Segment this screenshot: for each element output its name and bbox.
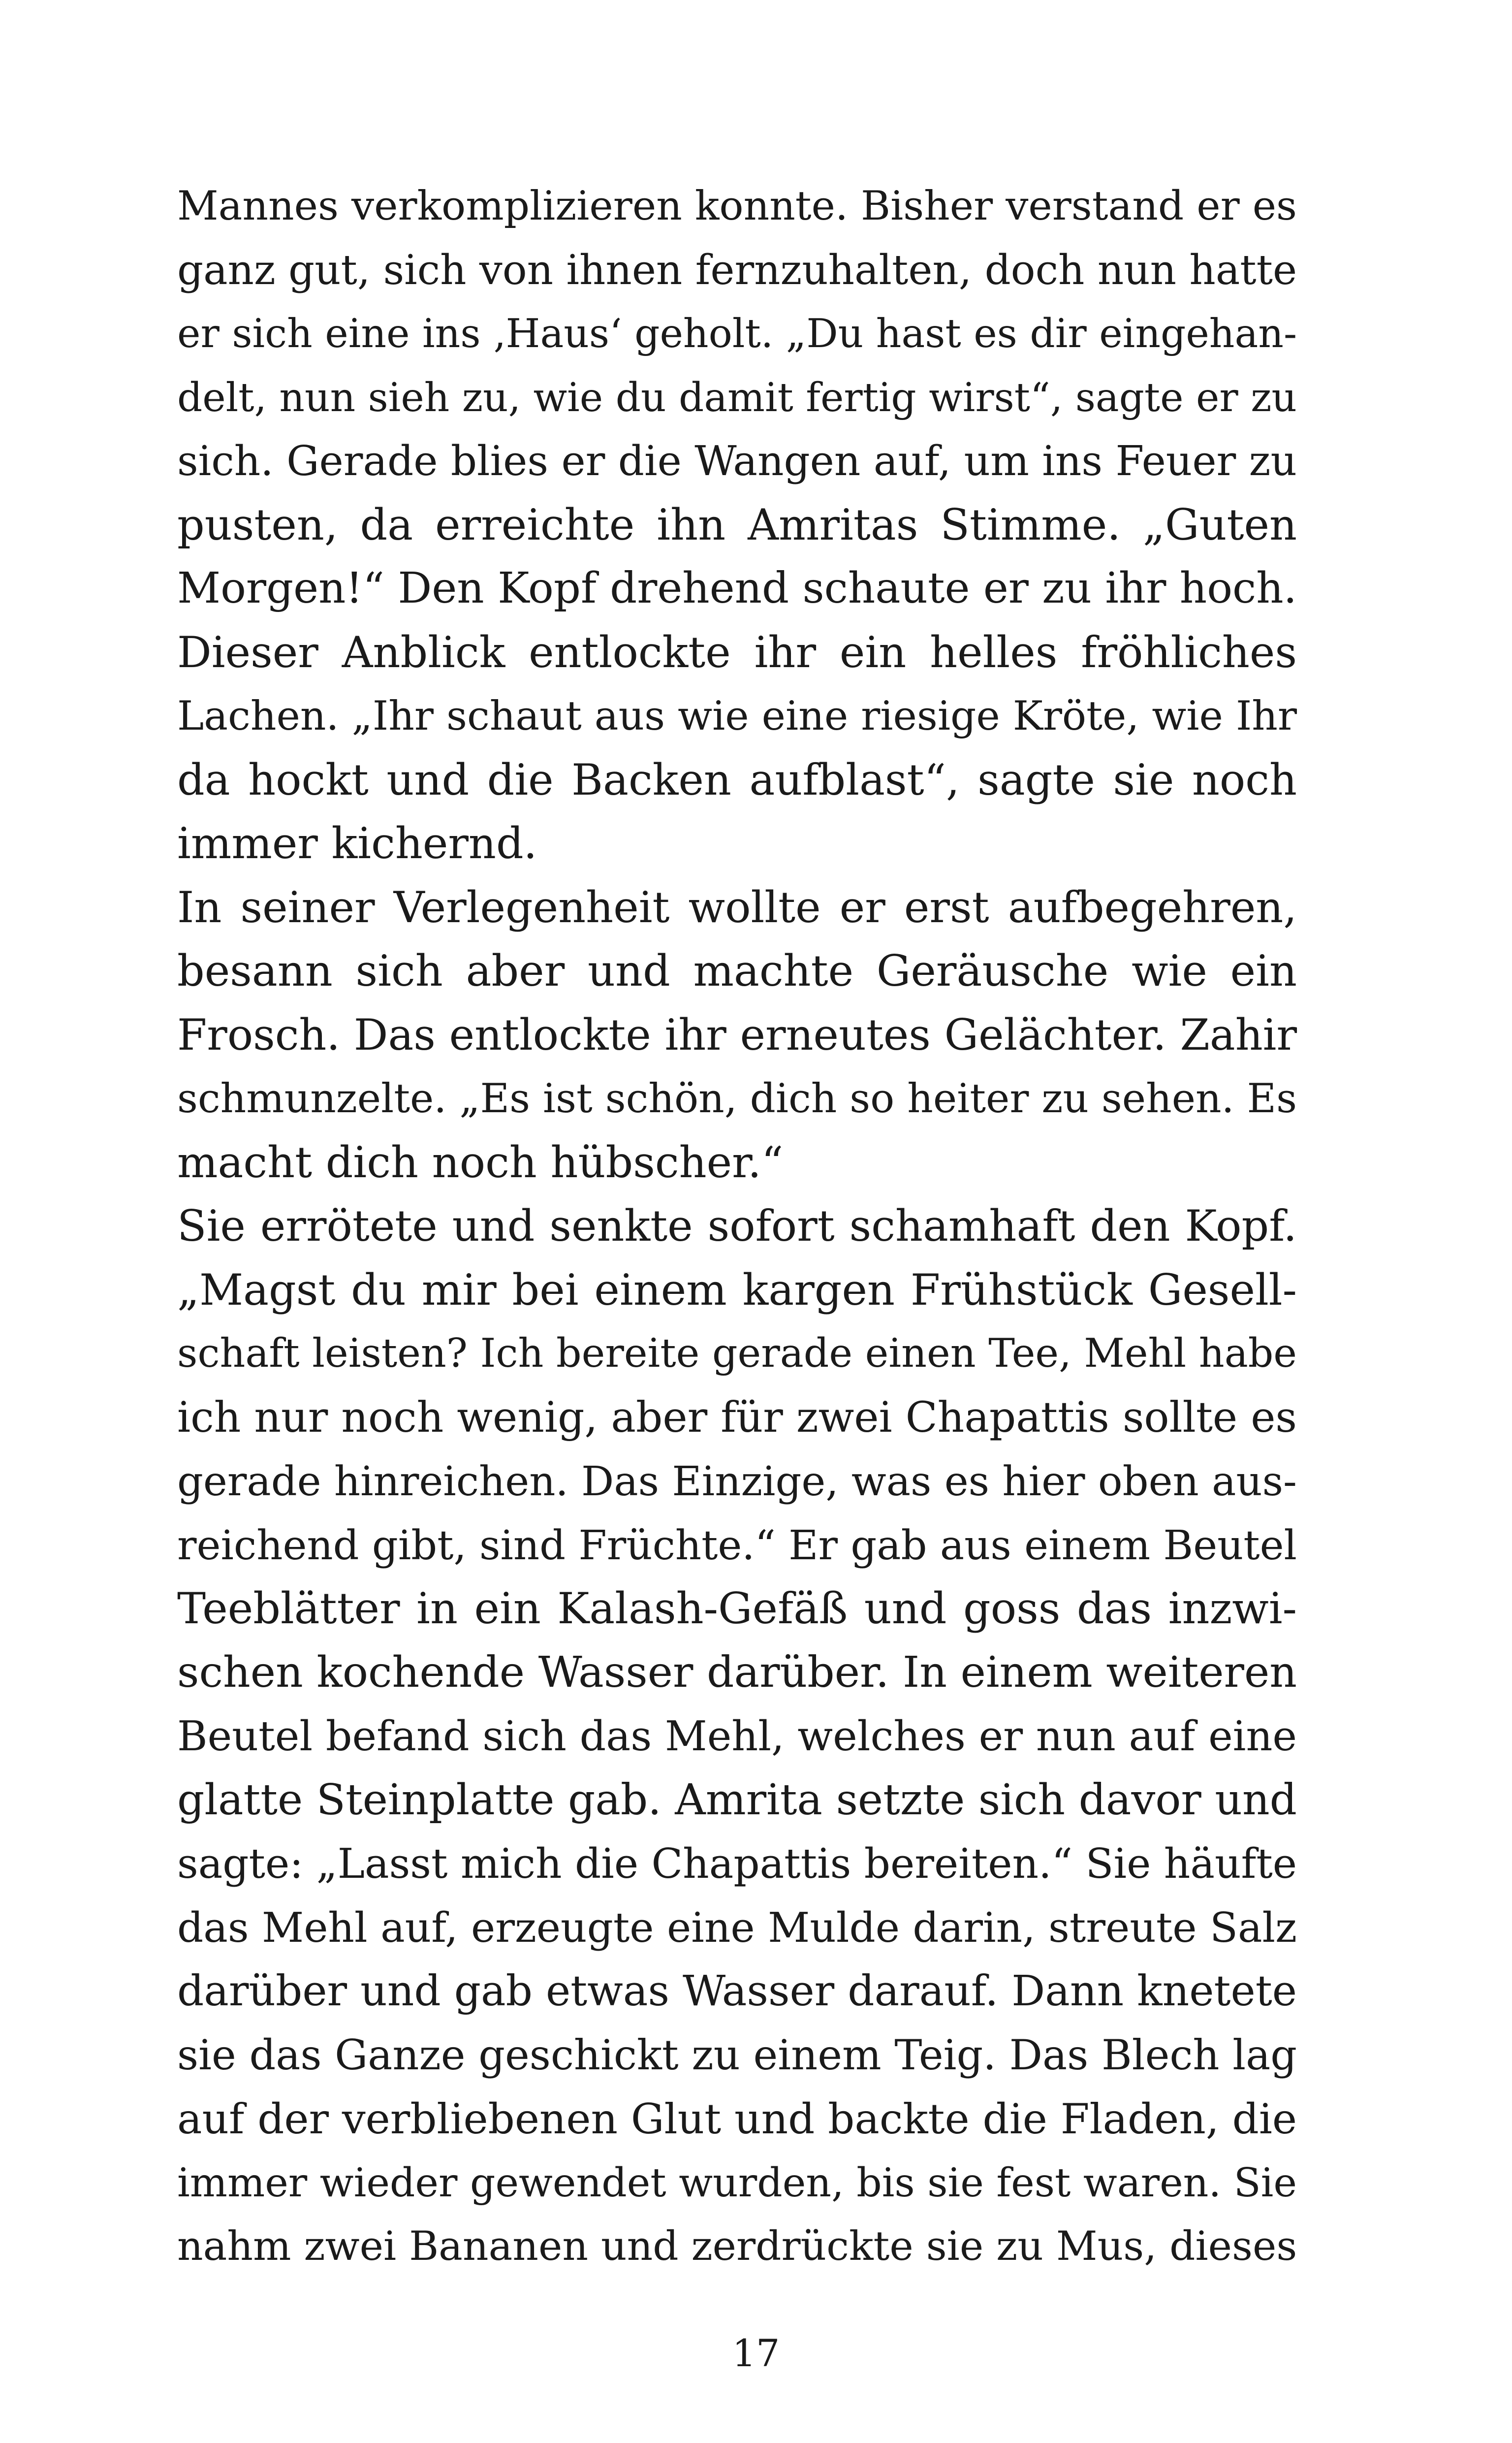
text-line: Dieser Anblick entlockte ihr ein helles fröhliches <box>177 627 1297 677</box>
text-line: reichend gibt, sind Früchte.“ Er gab aus einem Beutel <box>177 1521 1297 1569</box>
text-line: immer wieder gewendet wurden, bis sie fest waren. Sie <box>177 2159 1297 2206</box>
text-line: darüber und gab etwas Wasser darauf. Dann knetete <box>177 1967 1297 2016</box>
text-line: In seiner Verlegenheit wollte er erst aufbegehren, <box>177 882 1297 932</box>
text-line: ich nur noch wenig, aber für zwei Chapattis sollte es <box>177 1393 1297 1442</box>
text-line: sich. Gerade blies er die Wangen auf, um ins Feuer zu <box>177 437 1297 485</box>
text-line: Teeblätter in ein Kalash-Gefäß und goss das inzwi- <box>177 1583 1297 1634</box>
text-line: „Magst du mir bei einem kargen Frühstück Gesell- <box>177 1264 1297 1315</box>
text-line: pusten, da erreichte ihn Amritas Stimme. „Guten <box>177 499 1297 550</box>
text-line: gerade hinreichen. Das Einzige, was es hier oben aus- <box>177 1457 1297 1505</box>
text-line: Frosch. Das entlockte ihr erneutes Gelächter. Zahir <box>177 1010 1297 1060</box>
text-line: Mannes verkomplizieren konnte. Bisher verstand er es <box>177 183 1297 229</box>
text-line: auf der verbliebenen Glut und backte die Fladen, die <box>177 2094 1297 2143</box>
text-line: sagte: „Lasst mich die Chapattis bereiten.“ Sie häufte <box>177 1840 1297 1888</box>
text-line: glatte Steinplatte gab. Amrita setzte sich davor und <box>177 1775 1297 1825</box>
text-line: delt, nun sieh zu, wie du damit fertig wirst“, sagte er zu <box>177 374 1297 420</box>
text-line: schen kochende Wasser darüber. In einem weiteren <box>177 1647 1297 1697</box>
body-text <box>177 174 1297 2279</box>
text-line: schaft leisten? Ich bereite gerade einen Tee, Mehl habe <box>177 1330 1297 1377</box>
text-line: sie das Ganze geschickt zu einem Teig. Das Blech lag <box>177 2030 1297 2079</box>
text-line: ganz gut, sich von ihnen fernzuhalten, doch nun hatte <box>177 246 1297 294</box>
text-line: er sich eine ins ‚Haus‘ geholt. „Du hast es dir eingehan- <box>177 311 1297 356</box>
text-line: macht dich noch hübscher.“ <box>177 1137 784 1188</box>
text-line: da hockt und die Backen aufblast“, sagte sie noch <box>177 754 1297 805</box>
text-line: Morgen!“ Den Kopf drehend schaute er zu ihr hoch. <box>177 564 1297 613</box>
text-line: Beutel befand sich das Mehl, welches er nun auf eine <box>177 1712 1297 1760</box>
text-line: besann sich aber und machte Geräusche wie ein <box>177 946 1297 996</box>
text-line: Sie errötete und senkte sofort schamhaft den Kopf. <box>177 1201 1297 1251</box>
text-line: nahm zwei Bananen und zerdrückte sie zu Mus, dieses <box>177 2223 1297 2270</box>
page-number: 17 <box>732 2331 780 2375</box>
text-line: das Mehl auf, erzeugte eine Mulde darin, streute Salz <box>177 1903 1297 1952</box>
text-line: schmunzelte. „Es ist schön, dich so heiter zu sehen. Es <box>177 1075 1297 1122</box>
text-line: immer kichernd. <box>177 818 537 868</box>
text-line: Lachen. „Ihr schaut aus wie eine riesige Kröte, wie Ihr <box>177 693 1297 739</box>
